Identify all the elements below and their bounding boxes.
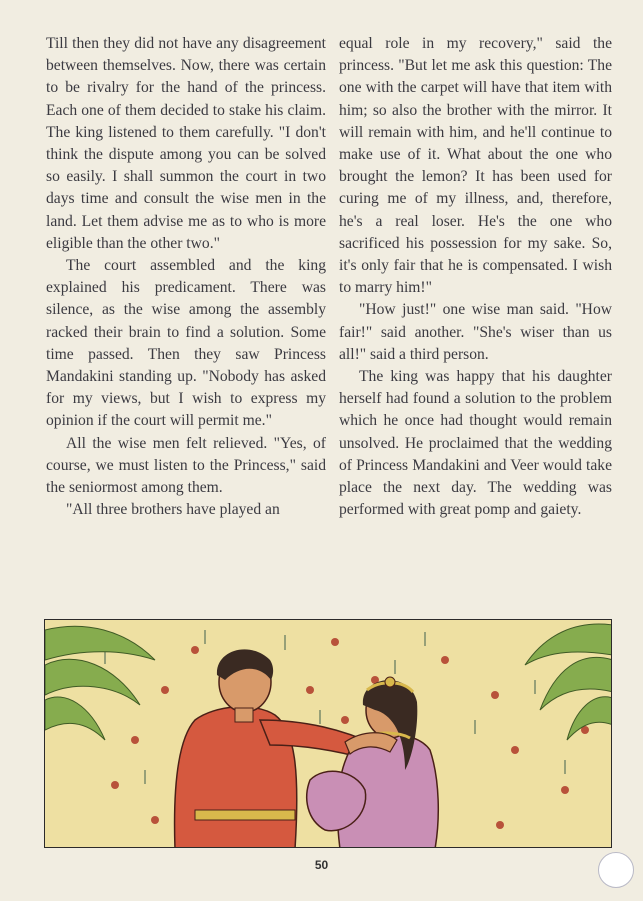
paragraph: All the wise men felt relieved. "Yes, of course, we must listen to the Princess," said the seniormost among them. xyxy=(46,434,326,497)
library-stamp-logo xyxy=(598,852,634,888)
illustration-art xyxy=(45,620,612,848)
palm-leaves-right xyxy=(525,624,612,740)
left-column xyxy=(46,33,326,521)
paragraph: equal role in my recovery," said the princess. "But let me ask this question: The one with the carpet will have that item with him; so also the brother with the mirror. It will remain with him, and he'll continue to make use of it. What about the one who brought the lemon? It has been used for curing me of my illness, and, therefore, he's a real loser. He's the one who sacrificed his possession for my sake. So, it's only fair that he is compensated. I wish to marry him!" xyxy=(339,35,612,297)
wedding-illustration xyxy=(44,619,612,848)
paragraph: "All three brothers have played an xyxy=(66,501,280,519)
paragraph: The king was happy that his daughter herself had found a solution to the problem which he once had thought would remain unsolved. He proclaimed that the wedding of Princess Mandakini and Veer would take place the next day. The wedding was performed with great pomp and gaiety. xyxy=(339,368,612,519)
paragraph: Till then they did not have any disagreement between themselves. Now, there was certain to be rivalry for the hand of the princess. Each one of them decided to stake his claim. The king listened to them carefully. "I don't think the dispute among you can be solved so easily. I shall summon the court in two days time and consult the wise men in the land. Let them advise me as to who is more eligible than the other two." xyxy=(46,35,326,252)
princess-figure xyxy=(307,677,439,848)
palm-leaves-left xyxy=(45,626,155,740)
page-number: 50 xyxy=(314,858,329,872)
paragraph: "How just!" one wise man said. "How fair!" said another. "She's wiser than us all!" said a third person. xyxy=(339,301,612,363)
rain-streaks xyxy=(105,630,565,784)
paragraph: The court assembled and the king explained his predicament. There was silence, as the wise among the assembly racked their brain to find a solution. Some time passed. Then they saw Princess Mandakini standing up. "Nobody has asked for my views, but I wish to express my opinion if the court will permit me." xyxy=(46,257,326,430)
right-column xyxy=(339,33,612,521)
